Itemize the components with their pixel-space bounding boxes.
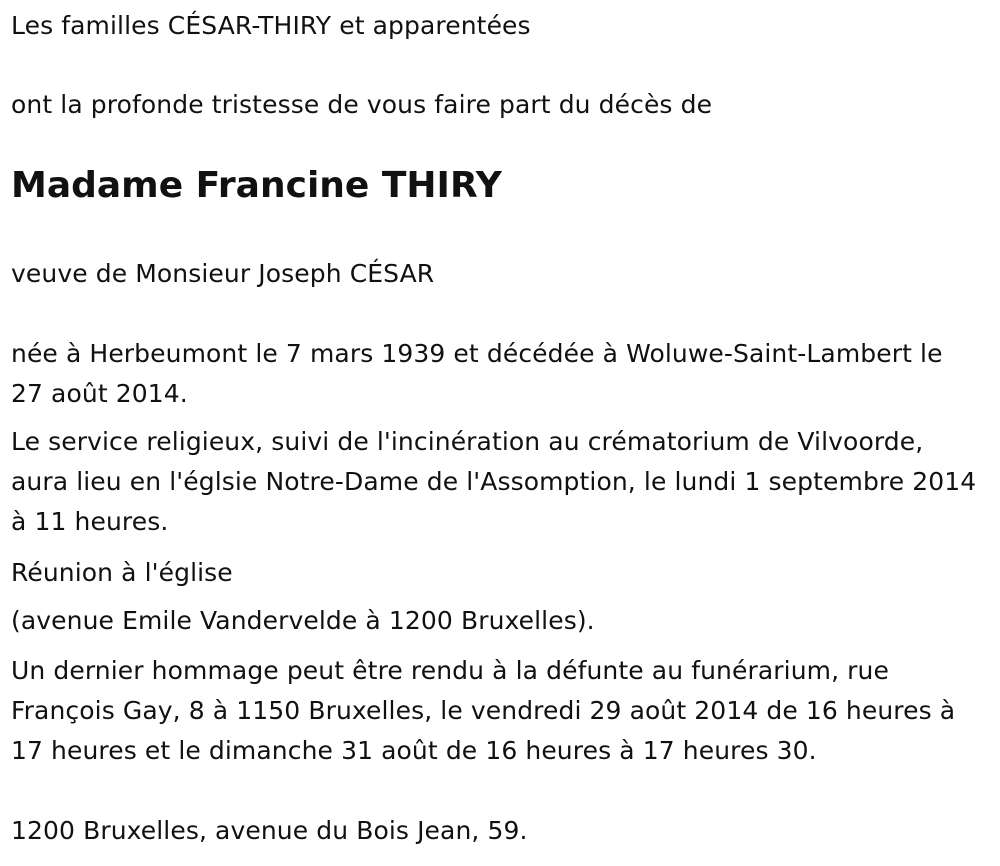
family-address-line: 1200 Bruxelles, avenue du Bois Jean, 59. bbox=[11, 816, 528, 845]
widow-of-line: veuve de Monsieur Joseph CÉSAR bbox=[11, 259, 435, 288]
intro-line: ont la profonde tristesse de vous faire part du décès de bbox=[11, 90, 713, 119]
meeting-line: Réunion à l'église bbox=[11, 558, 233, 587]
birth-death-paragraph: née à Herbeumont le 7 mars 1939 et décédée à Woluwe-Saint-Lambert le 27 août 2014. bbox=[11, 339, 943, 408]
deceased-name: Madame Francine THIRY bbox=[11, 165, 502, 206]
meeting-address-line: (avenue Emile Vandervelde à 1200 Bruxelles). bbox=[11, 606, 595, 635]
families-line: Les familles CÉSAR-THIRY et apparentées bbox=[11, 11, 531, 40]
homage-paragraph: Un dernier hommage peut être rendu à la défunte au funérarium, rue François Gay, 8 à 1150 Bruxelles, le vendredi 29 août 2014 de 16 heures à 17 heures et le dimanche 31 août de 16 heures à 17 heures 30. bbox=[11, 656, 956, 765]
service-paragraph: Le service religieux, suivi de l'incinération au crématorium de Vilvoorde, aura lieu en l'églsie Notre-Dame de l'Assomption, le lundi 1 septembre 2014 à 11 heures. bbox=[11, 427, 977, 536]
